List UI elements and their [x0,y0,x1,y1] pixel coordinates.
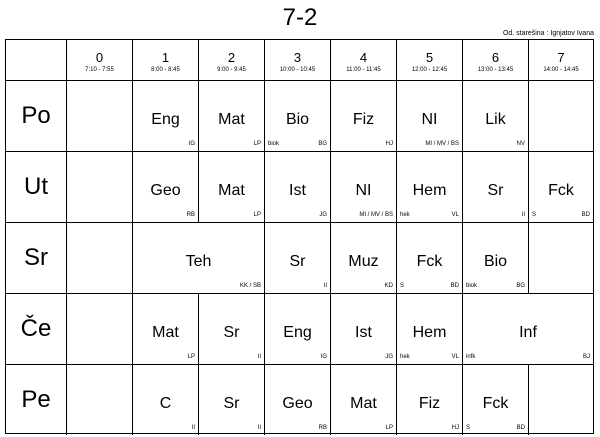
lesson-subject: Teh [185,253,212,270]
lesson-teacher: HJ [451,425,459,431]
lesson-subject: Mat [218,111,245,128]
lesson-cell [462,364,528,435]
page-title: 7-2 [282,4,318,31]
period-time: 7:10 - 7:55 [85,67,114,73]
lesson-subject: NI [355,182,372,199]
lesson-cell [462,293,593,364]
day-label: Sr [24,243,48,271]
period-header [462,40,528,80]
day-label: Pe [21,385,51,413]
lesson-cell [462,80,528,151]
lesson-subject: Mat [350,395,377,412]
lesson-teacher: II [257,354,261,360]
timetable-grid [5,39,594,434]
empty-cell [66,364,132,435]
lesson-subject: Geo [150,182,181,199]
lesson-teacher: IG [188,141,195,147]
lesson-subject: Ist [289,182,306,199]
lesson-cell [132,293,198,364]
period-time: 8:00 - 8:45 [151,67,180,73]
lesson-teacher: BD [581,212,590,218]
lesson-room: infk [466,354,476,360]
lesson-cell [330,80,396,151]
lesson-subject: Ist [355,324,372,341]
lesson-teacher: BD [516,425,525,431]
lesson-teacher: LP [187,354,195,360]
lesson-cell [264,364,330,435]
lesson-subject: C [159,395,172,412]
lesson-cell [396,222,462,293]
lesson-cell [396,80,462,151]
lesson-teacher: JG [319,212,327,218]
lesson-subject: Hem [412,182,447,199]
lesson-teacher: LP [385,425,393,431]
lesson-cell [198,80,264,151]
lesson-teacher: II [323,283,327,289]
lesson-room: S [532,212,537,218]
lesson-teacher: II [257,425,261,431]
lesson-room: biok [268,141,280,147]
period-time: 10:00 - 10:45 [279,67,316,73]
lesson-cell [330,151,396,222]
period-number: 3 [293,50,302,65]
lesson-cell [264,293,330,364]
lesson-subject: Sr [289,253,306,270]
lesson-subject: Bio [483,253,508,270]
lesson-cell [396,293,462,364]
lesson-room: hek [400,212,410,218]
lesson-room: S [466,425,471,431]
lesson-subject: Geo [282,395,313,412]
lesson-teacher: RB [318,425,327,431]
period-number: 2 [227,50,236,65]
lesson-subject: Sr [487,182,504,199]
period-header [198,40,264,80]
lesson-teacher: BG [516,283,525,289]
lesson-teacher: LP [253,212,261,218]
empty-cell [66,80,132,151]
lesson-teacher: IG [320,354,327,360]
lesson-teacher: BJ [582,354,590,360]
lesson-cell [264,151,330,222]
lesson-cell [264,80,330,151]
period-number: 6 [491,50,500,65]
lesson-cell [528,151,593,222]
lesson-cell [330,364,396,435]
lesson-teacher: VL [451,354,459,360]
period-header [396,40,462,80]
period-number: 0 [95,50,104,65]
period-header [528,40,593,80]
period-number: 7 [557,50,565,65]
lesson-cell [330,293,396,364]
lesson-teacher: NV [516,141,525,147]
lesson-teacher: RB [186,212,195,218]
lesson-cell [264,222,330,293]
period-number: 1 [161,50,170,65]
lesson-cell [396,364,462,435]
lesson-teacher: BG [318,141,327,147]
lesson-teacher: II [191,425,195,431]
period-time: 14:00 - 14:45 [543,67,579,73]
lesson-teacher: JG [385,354,393,360]
lesson-teacher: MI / MV / BS [359,212,393,218]
lesson-cell [132,364,198,435]
lesson-subject: Eng [283,324,312,341]
lesson-subject: Hem [412,324,447,341]
lesson-subject: Mat [218,182,245,199]
lesson-teacher: VL [451,212,459,218]
lesson-subject: Inf [519,324,537,341]
period-time: 9:00 - 9:45 [217,67,246,73]
lesson-subject: Bio [285,111,310,128]
lesson-cell [198,364,264,435]
lesson-teacher: KK / SB [239,283,261,289]
lesson-cell [462,151,528,222]
period-number: 5 [425,50,434,65]
period-time: 12:00 - 12:45 [411,67,448,73]
class-teacher-label: Od. starešina : Ignjatov Ivana [502,30,594,37]
lesson-cell [462,222,528,293]
lesson-cell [396,151,462,222]
lesson-subject: Lik [485,111,506,128]
lesson-cell [132,151,198,222]
lesson-subject: Fck [548,182,574,199]
lesson-subject: Eng [151,111,180,128]
lesson-room: S [400,283,405,289]
lesson-teacher: LP [253,141,261,147]
lesson-subject: Fiz [352,111,375,128]
lesson-subject: Fck [482,395,509,412]
lesson-room: hek [400,354,410,360]
day-label: Če [20,314,52,342]
lesson-cell [132,80,198,151]
lesson-teacher: BD [450,283,459,289]
period-header [330,40,396,80]
lesson-room: biok [466,283,478,289]
empty-cell [528,222,593,293]
period-header [132,40,198,80]
lesson-teacher: MI / MV / BS [425,141,459,147]
empty-cell [528,364,593,435]
lesson-cell [132,222,264,293]
lesson-cell [198,151,264,222]
lesson-subject: Sr [223,395,240,412]
lesson-teacher: II [521,212,525,218]
empty-cell [66,222,132,293]
lesson-subject: NI [421,111,438,128]
lesson-subject: Sr [223,324,240,341]
period-time: 11:00 - 11:45 [346,67,381,73]
empty-cell [528,80,593,151]
empty-cell [66,293,132,364]
day-label: Ut [24,172,48,200]
lesson-subject: Mat [152,324,179,341]
lesson-teacher: KD [384,283,393,289]
lesson-cell [330,222,396,293]
period-time: 13:00 - 13:45 [477,67,514,73]
empty-cell [66,151,132,222]
period-number: 4 [359,50,368,65]
lesson-teacher: HJ [385,141,393,147]
lesson-cell [198,293,264,364]
lesson-subject: Fiz [418,395,441,412]
period-header [264,40,330,80]
period-header [66,40,132,80]
day-label: Po [21,101,51,129]
lesson-subject: Muz [348,253,379,270]
lesson-subject: Fck [416,253,443,270]
